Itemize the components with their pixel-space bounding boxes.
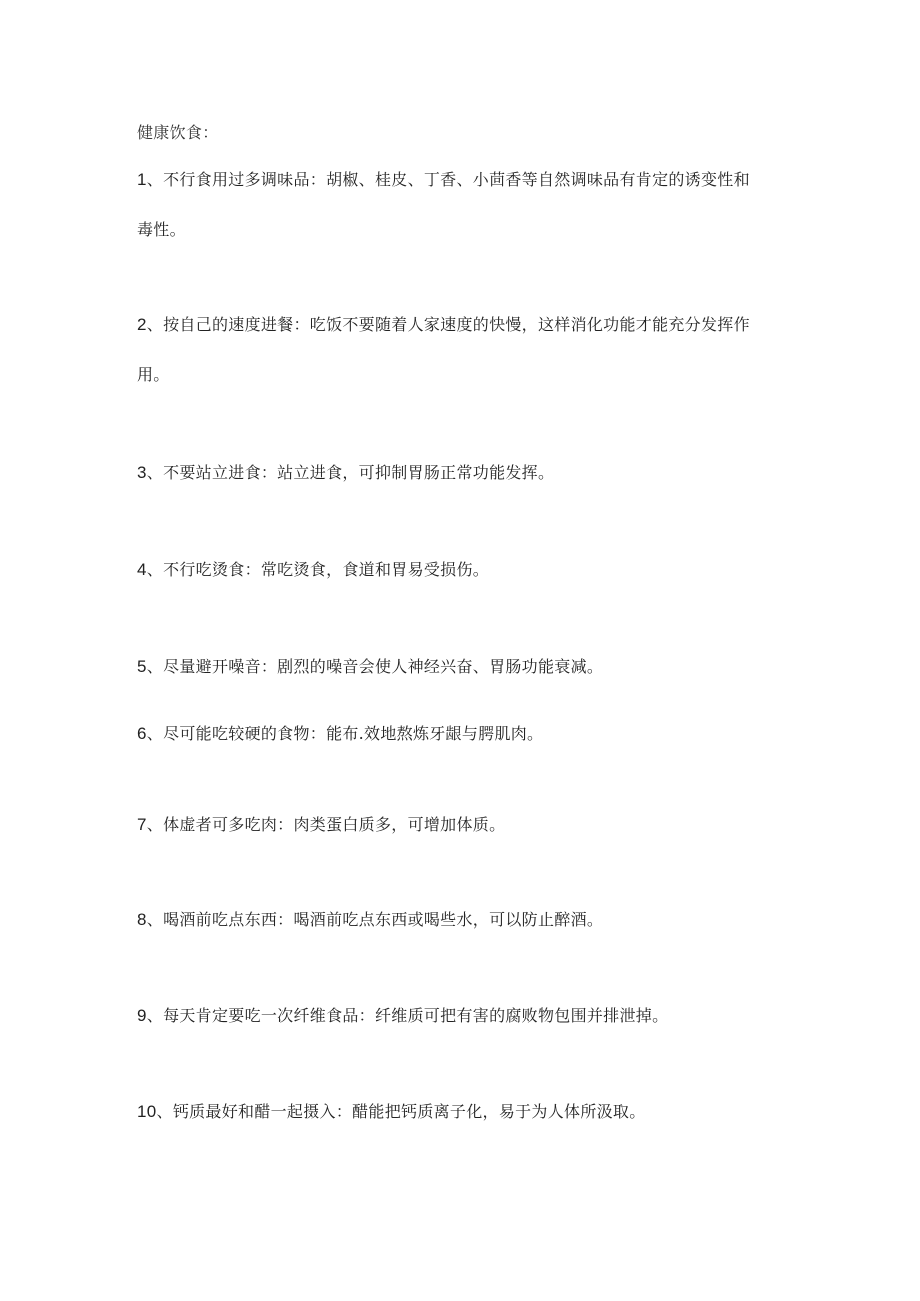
item-text: 、尽量避开噪音：剧烈的噪音会使人神经兴奋、胃肠功能衰减。	[146, 657, 604, 676]
item-text: 、不行吃烫食：常吃烫食，食道和胃易受损伤。	[146, 560, 490, 579]
item-text: 、体虚者可多吃肉：肉类蛋白质多，可增加体质。	[146, 815, 506, 834]
list-item-9	[137, 1006, 797, 1026]
item-number: 5	[137, 657, 147, 676]
item-text: 、不行食用过多调味品：胡椒、桂皮、丁香、小茴香等自然调味品有肯定的诱变性和	[146, 170, 750, 189]
item-number: 4	[137, 560, 147, 579]
item-number: 3	[137, 463, 147, 482]
item-number: 6	[137, 724, 147, 743]
list-item-5	[137, 657, 797, 677]
list-item-6	[137, 724, 797, 744]
item-text: 、每天肯定要吃一次纤维食品：纤维质可把有害的腐败物包围并排泄掉。	[146, 1006, 669, 1025]
list-item-2	[137, 315, 797, 335]
list-item-1	[137, 170, 797, 190]
item-text: 、喝酒前吃点东西：喝酒前吃点东西或喝些水，可以防止醉酒。	[146, 910, 604, 929]
item-text: 、尽可能吃较硬的食物：能布.效地熬炼牙龈与腭肌肉。	[146, 724, 544, 743]
item-number: 2	[137, 315, 147, 334]
document-title: 健康饮食：	[137, 123, 219, 142]
item-number: 9	[137, 1006, 147, 1025]
item-number: 8	[137, 910, 147, 929]
item-text: 、不要站立进食：站立进食，可抑制胃肠正常功能发挥。	[146, 463, 555, 482]
item-number: 7	[137, 815, 147, 834]
item-text: 、按自己的速度进餐：吃饭不要随着人家速度的快慢，这样消化功能才能充分发挥作	[146, 315, 750, 334]
list-item-7	[137, 815, 797, 835]
item-number: 10	[137, 1102, 157, 1121]
item-number: 1	[137, 170, 147, 189]
list-item-8	[137, 910, 797, 930]
item-text: 、钙质最好和醋一起摄入：醋能把钙质离子化，易于为人体所汲取。	[156, 1102, 646, 1121]
list-item-1-continued: 毒性。	[137, 220, 186, 239]
list-item-2-continued: 用。	[137, 365, 170, 384]
list-item-3	[137, 463, 797, 483]
list-item-10	[137, 1102, 797, 1122]
list-item-4	[137, 560, 797, 580]
